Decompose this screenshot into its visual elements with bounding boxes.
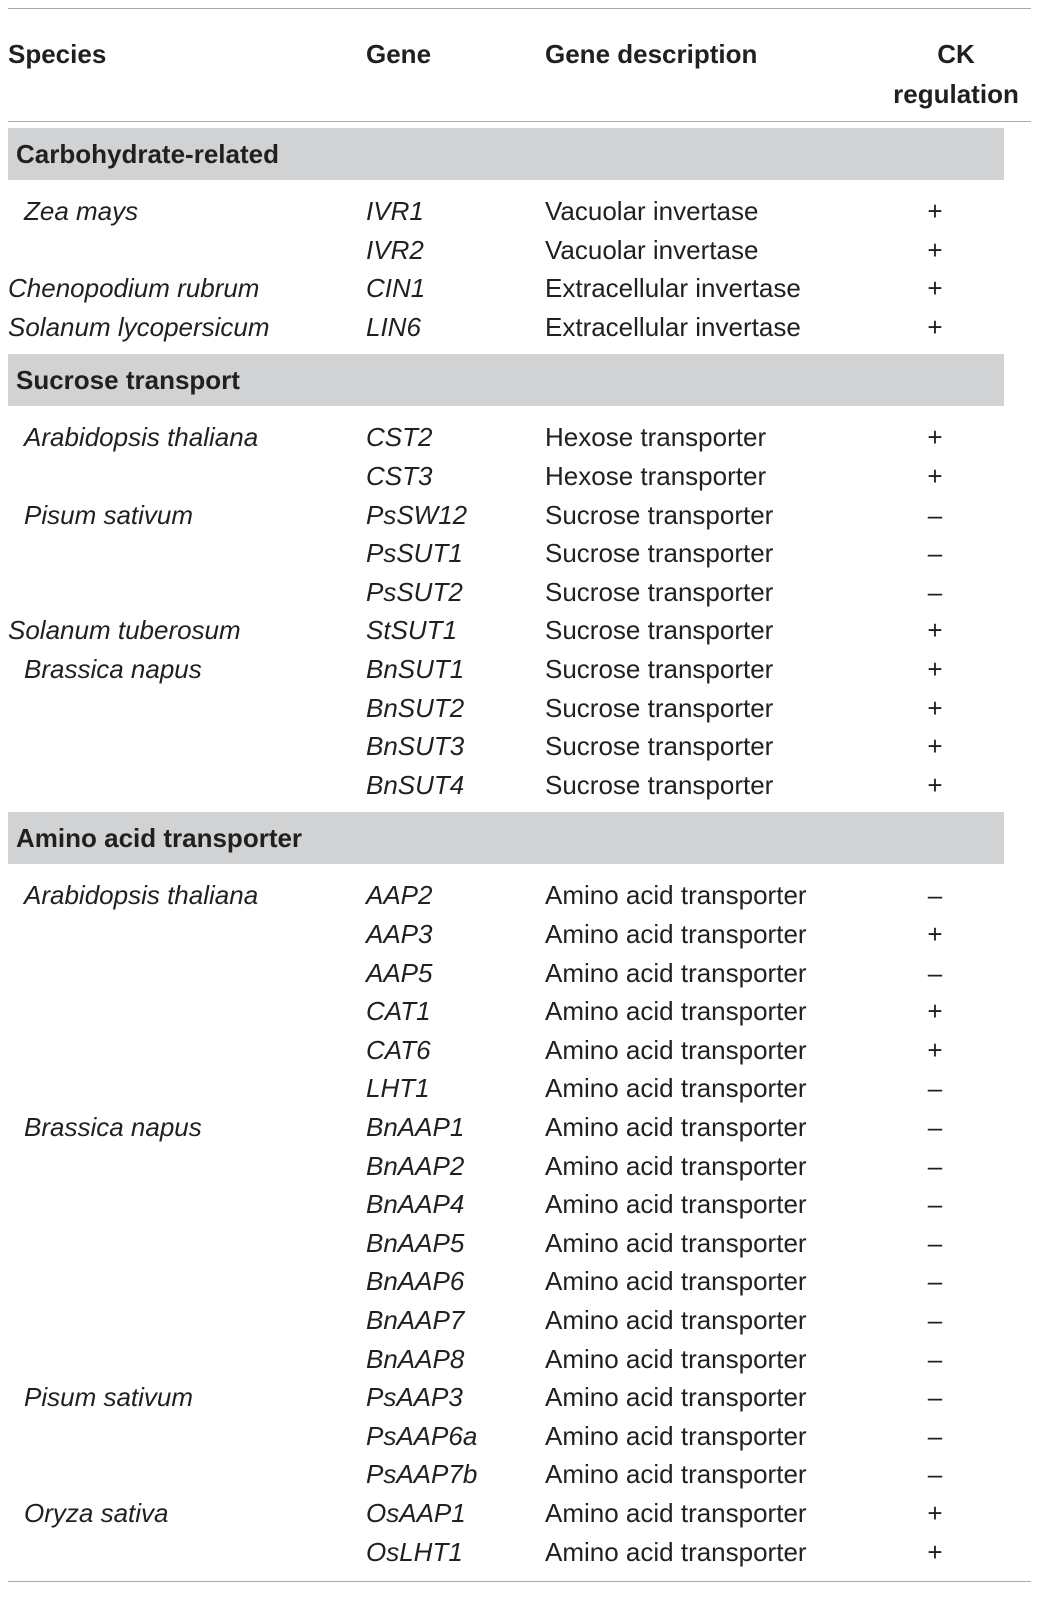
description-cell: Amino acid transporter: [545, 1305, 807, 1335]
species-cell: Chenopodium rubrum: [8, 273, 260, 304]
section-header: [8, 354, 1004, 406]
table-row: [8, 1031, 1031, 1070]
description-cell: Extracellular invertase: [545, 311, 801, 342]
ck-regulation-cell: +: [927, 769, 943, 800]
ck-regulation-cell: –: [927, 1227, 943, 1258]
table-row: [8, 308, 1031, 347]
gene-cell: PsAAP6a: [366, 1420, 478, 1451]
table-row: [8, 496, 1031, 535]
description-cell: Sucrose transporter: [545, 499, 774, 530]
description-cell: Amino acid transporter: [545, 1343, 807, 1374]
table-header: [8, 8, 1031, 125]
description-cell: Amino acid transporter: [545, 1459, 807, 1490]
table-row: [8, 573, 1031, 612]
section-header: [8, 128, 1004, 180]
gene-cell: BnAAP6: [366, 1266, 465, 1297]
table-row: [8, 689, 1031, 728]
ck-regulation-cell: +: [927, 234, 943, 265]
description-cell: Sucrose transporter: [545, 576, 774, 607]
ck-regulation-cell: –: [927, 499, 943, 530]
ck-regulation-cell: –: [927, 1459, 943, 1490]
gene-cell: PsSUT2: [366, 576, 463, 607]
ck-regulation-cell: –: [927, 1112, 943, 1142]
gene-cell: BnAAP4: [366, 1189, 465, 1220]
ck-regulation-cell: –: [927, 576, 943, 607]
ck-regulation-cell: –: [927, 1073, 943, 1104]
description-cell: Amino acid transporter: [545, 1112, 807, 1142]
species-cell: Oryza sativa: [24, 1498, 169, 1528]
species-cell: Solanum tuberosum: [8, 615, 241, 646]
table-row: [8, 1185, 1031, 1224]
table-row: [8, 1108, 1031, 1147]
gene-cell: BnSUT4: [366, 769, 465, 800]
section-title: Carbohydrate-related: [16, 139, 279, 169]
species-cell: Arabidopsis thaliana: [24, 880, 259, 911]
table-row: [8, 611, 1031, 650]
table-row: [8, 1417, 1031, 1456]
description-cell: Amino acid transporter: [545, 1034, 807, 1065]
gene-cell: OsAAP1: [366, 1498, 466, 1528]
description-cell: Amino acid transporter: [545, 1150, 807, 1181]
ck-regulation-cell: –: [927, 538, 943, 569]
ck-regulation-cell: +: [927, 1498, 943, 1528]
description-cell: Hexose transporter: [545, 422, 767, 453]
gene-cell: CAT1: [366, 996, 431, 1027]
gene-cell: BnAAP7: [366, 1305, 465, 1335]
gene-cell: LIN6: [366, 311, 421, 342]
ck-regulation-cell: –: [927, 1343, 943, 1374]
table-row: [8, 457, 1031, 496]
ck-regulation-cell: +: [927, 996, 943, 1027]
gene-cell: AAP3: [366, 919, 433, 949]
species-cell: Brassica napus: [24, 654, 202, 684]
ck-regulation-cell: +: [927, 273, 943, 304]
description-cell: Amino acid transporter: [545, 1382, 807, 1413]
table-row: [8, 1455, 1031, 1494]
table-row: [8, 1069, 1031, 1108]
species-cell: Brassica napus: [24, 1112, 202, 1142]
section-title: Amino acid transporter: [16, 823, 303, 854]
header-rule: [8, 121, 1031, 122]
gene-cell: PsSUT1: [366, 538, 463, 569]
gene-cell: PsSW12: [366, 499, 468, 530]
table-row: [8, 192, 1031, 231]
ck-regulation-cell: –: [927, 1189, 943, 1220]
species-cell: Solanum lycopersicum: [8, 311, 270, 342]
gene-cell: PsAAP3: [366, 1382, 463, 1413]
ck-regulation-cell: –: [927, 1420, 943, 1451]
description-cell: Amino acid transporter: [545, 1536, 807, 1567]
table-row: [8, 1301, 1031, 1340]
gene-cell: PsAAP7b: [366, 1459, 478, 1490]
ck-regulation-cell: +: [927, 615, 943, 646]
header-description: Gene description: [545, 39, 758, 69]
ck-regulation-cell: +: [927, 692, 943, 723]
gene-cell: CAT6: [366, 1034, 431, 1065]
description-cell: Sucrose transporter: [545, 769, 774, 800]
table-row: [8, 766, 1031, 805]
header-ck-line1: CK: [937, 39, 975, 69]
gene-cell: BnAAP8: [366, 1343, 465, 1374]
description-cell: Sucrose transporter: [545, 538, 774, 569]
gene-cell: OsLHT1: [366, 1536, 463, 1567]
description-cell: Sucrose transporter: [545, 731, 774, 762]
gene-cell: IVR2: [366, 234, 424, 265]
ck-regulation-cell: –: [927, 880, 943, 911]
table-row: [8, 1378, 1031, 1417]
description-cell: Sucrose transporter: [545, 615, 774, 646]
table-row: [8, 1533, 1031, 1572]
description-cell: Vacuolar invertase: [545, 196, 759, 226]
gene-cell: LHT1: [366, 1073, 430, 1104]
section-title: Sucrose transport: [16, 365, 240, 396]
ck-regulation-cell: –: [927, 957, 943, 988]
ck-regulation-cell: –: [927, 1266, 943, 1297]
table-row: [8, 992, 1031, 1031]
gene-cell: CST2: [366, 422, 433, 453]
ck-regulation-cell: +: [927, 1536, 943, 1567]
ck-regulation-cell: –: [927, 1150, 943, 1181]
ck-regulation-cell: +: [927, 1034, 943, 1065]
table-row: [8, 650, 1031, 689]
table-bottom-rule: [8, 1581, 1031, 1582]
description-cell: Amino acid transporter: [545, 1073, 807, 1104]
description-cell: Extracellular invertase: [545, 273, 801, 304]
gene-cell: StSUT1: [366, 615, 458, 646]
header-ck-regulation: [881, 34, 1031, 114]
description-cell: Amino acid transporter: [545, 919, 807, 949]
species-cell: Pisum sativum: [24, 499, 194, 530]
ck-regulation-cell: –: [927, 1305, 943, 1335]
gene-cell: BnAAP2: [366, 1150, 465, 1181]
gene-cell: AAP2: [366, 880, 433, 911]
table-row: [8, 1262, 1031, 1301]
description-cell: Amino acid transporter: [545, 1266, 807, 1297]
species-cell: Arabidopsis thaliana: [24, 422, 259, 453]
gene-cell: CST3: [366, 461, 433, 491]
ck-regulation-cell: +: [927, 919, 943, 949]
section-header: [8, 812, 1004, 864]
header-gene: Gene: [366, 39, 432, 69]
table-row: [8, 727, 1031, 766]
table-row: [8, 418, 1031, 457]
gene-cell: IVR1: [366, 196, 424, 226]
gene-cell: CIN1: [366, 273, 426, 304]
table-row: [8, 534, 1031, 573]
ck-regulation-cell: +: [927, 311, 943, 342]
description-cell: Amino acid transporter: [545, 1498, 807, 1528]
species-cell: Pisum sativum: [24, 1382, 194, 1413]
table-row: [8, 269, 1031, 308]
description-cell: Amino acid transporter: [545, 1189, 807, 1220]
description-cell: Amino acid transporter: [545, 1227, 807, 1258]
description-cell: Amino acid transporter: [545, 996, 807, 1027]
ck-regulation-cell: +: [927, 196, 943, 226]
ck-regulation-cell: +: [927, 654, 943, 684]
header-ck-line2: regulation: [893, 79, 1019, 109]
gene-cell: BnSUT2: [366, 692, 465, 723]
ck-regulation-cell: +: [927, 461, 943, 491]
table-row: [8, 1147, 1031, 1186]
description-cell: Sucrose transporter: [545, 692, 774, 723]
description-cell: Amino acid transporter: [545, 1420, 807, 1451]
table-row: [8, 1224, 1031, 1263]
gene-cell: BnSUT1: [366, 654, 465, 684]
gene-cell: BnAAP1: [366, 1112, 465, 1142]
description-cell: Amino acid transporter: [545, 957, 807, 988]
table-row: [8, 954, 1031, 993]
table-row: [8, 231, 1031, 270]
ck-regulation-cell: +: [927, 731, 943, 762]
gene-cell: BnSUT3: [366, 731, 465, 762]
header-species: Species: [8, 39, 107, 69]
description-cell: Vacuolar invertase: [545, 234, 759, 265]
species-cell: Zea mays: [24, 196, 139, 226]
table-row: [8, 876, 1031, 915]
ck-regulation-cell: +: [927, 422, 943, 453]
description-cell: Sucrose transporter: [545, 654, 774, 684]
gene-cell: AAP5: [366, 957, 433, 988]
table-row: [8, 1340, 1031, 1379]
description-cell: Amino acid transporter: [545, 880, 807, 911]
table-row: [8, 1494, 1031, 1533]
ck-regulation-cell: –: [927, 1382, 943, 1413]
table-row: [8, 915, 1031, 954]
description-cell: Hexose transporter: [545, 461, 767, 491]
gene-cell: BnAAP5: [366, 1227, 465, 1258]
